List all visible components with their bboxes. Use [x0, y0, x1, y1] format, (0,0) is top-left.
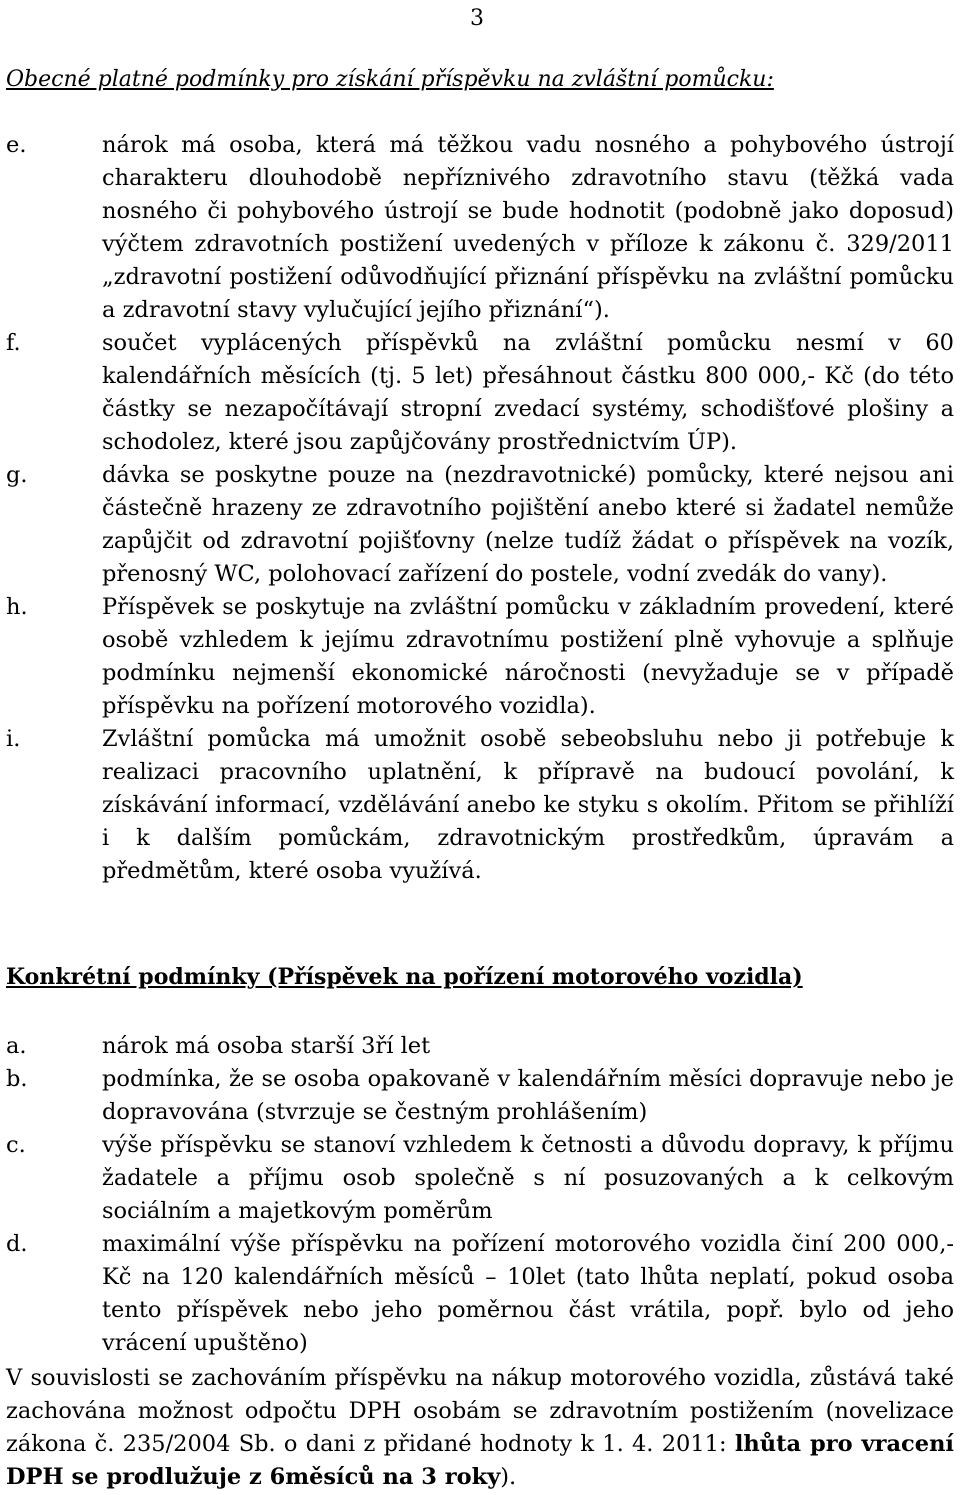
final-paragraph-end: ). — [500, 1464, 517, 1490]
list-item-text: maximální výše příspěvku na pořízení motorového vozidla činí 200 000,-Kč na 120 kalendářních měsíců – 10let (tato lhůta neplatí, pokud osoba tento příspěvek nebo jeho poměrnou část vrátila, popř. bylo od jeho vrácení upuštěno) — [102, 1231, 954, 1356]
list-item — [6, 1030, 954, 1063]
specific-conditions-list — [6, 1030, 954, 1360]
list-item — [6, 723, 954, 888]
final-paragraph-text: V souvislosti se zachováním příspěvku na nákup motorového vozidla, zůstává také zachována možnost odpočtu DPH osobám se zdravotním postižením (novelizace zákona č. 235/2004 Sb. o dani z přidané hodnoty k 1. 4. 2011: — [6, 1365, 954, 1457]
section-heading-specific: Konkrétní podmínky (Příspěvek na pořízení motorového vozidla) — [6, 964, 803, 990]
list-marker: i. — [6, 726, 21, 752]
list-item — [6, 1129, 954, 1228]
page-number: 3 — [470, 6, 484, 31]
list-item — [6, 591, 954, 723]
list-marker: c. — [6, 1132, 26, 1158]
list-marker: h. — [6, 594, 28, 620]
list-marker: e. — [6, 132, 27, 158]
list-item-text: nárok má osoba, která má těžkou vadu nosného a pohybového ústrojí charakteru dlouhodobě nepříznivého zdravotního stavu (těžká vada nosného či pohybového ústrojí se bude hodnotit (podobně jako doposud) výčtem zdravotních postižení uvedených v příloze k zákonu č. 329/2011 „zdravotní postižení odůvodňující přiznání příspěvku na zvláštní pomůcku a zdravotní stavy vylučující jejího přiznání“). — [102, 132, 954, 323]
final-paragraph-bold: lhůta pro vracení DPH se prodlužuje z 6měsíců na 3 roky — [6, 1431, 954, 1490]
list-item-text: nárok má osoba starší 3ří let — [102, 1033, 431, 1059]
list-item — [6, 129, 954, 327]
list-item — [6, 1063, 954, 1129]
list-item-text: součet vyplácených příspěvků na zvláštní pomůcku nesmí v 60 kalendářních měsících (tj. 5 let) přesáhnout částku 800 000,- Kč (do této částky se nezapočítávají stropní zvedací systémy, schodišťové plošiny a schodolez, které jsou zapůjčovány prostřednictvím ÚP). — [102, 330, 954, 455]
list-marker: d. — [6, 1231, 28, 1257]
general-conditions-list — [6, 129, 954, 888]
list-item-text: dávka se poskytne pouze na (nezdravotnické) pomůcky, které nejsou ani částečně hrazeny ze zdravotního pojištění anebo které si žadatel nemůže zapůjčit od zdravotní pojišťovny (nelze tudíž žádat o příspěvek na vozík, přenosný WC, polohovací zařízení do postele, vodní zvedák do vany). — [102, 462, 954, 587]
list-item — [6, 1228, 954, 1360]
list-item-text: podmínka, že se osoba opakovaně v kalendářním měsíci dopravuje nebo je dopravována (stvrzuje se čestným prohlášením) — [102, 1066, 954, 1125]
list-item-text: Zvláštní pomůcka má umožnit osobě sebeobsluhu nebo ji potřebuje k realizaci pracovního uplatnění, k přípravě na budoucí povolání, k získávání informací, vzdělávání anebo ke styku s okolím. Přitom se přihlíží i k dalším pomůckám, zdravotnickým prostředkům, úpravám a předmětům, které osoba využívá. — [102, 726, 954, 884]
list-item — [6, 459, 954, 591]
final-paragraph — [6, 1362, 954, 1494]
section-heading-general: Obecné platné podmínky pro získání příspěvku na zvláštní pomůcku: — [6, 67, 774, 92]
list-marker: b. — [6, 1066, 28, 1092]
list-item-text: výše příspěvku se stanoví vzhledem k četnosti a důvodu dopravy, k příjmu žadatele a příjmu osob společně s ní posuzovaných a k celkovým sociálním a majetkovým poměrům — [102, 1132, 954, 1224]
list-item-text: Příspěvek se poskytuje na zvláštní pomůcku v základním provedení, které osobě vzhledem k jejímu zdravotnímu postižení plně vyhovuje a splňuje podmínku nejmenší ekonomické náročnosti (nevyžaduje se v případě příspěvku na pořízení motorového vozidla). — [102, 594, 954, 719]
list-item — [6, 327, 954, 459]
list-marker: a. — [6, 1033, 27, 1059]
list-marker: g. — [6, 462, 28, 488]
list-marker: f. — [6, 330, 21, 356]
